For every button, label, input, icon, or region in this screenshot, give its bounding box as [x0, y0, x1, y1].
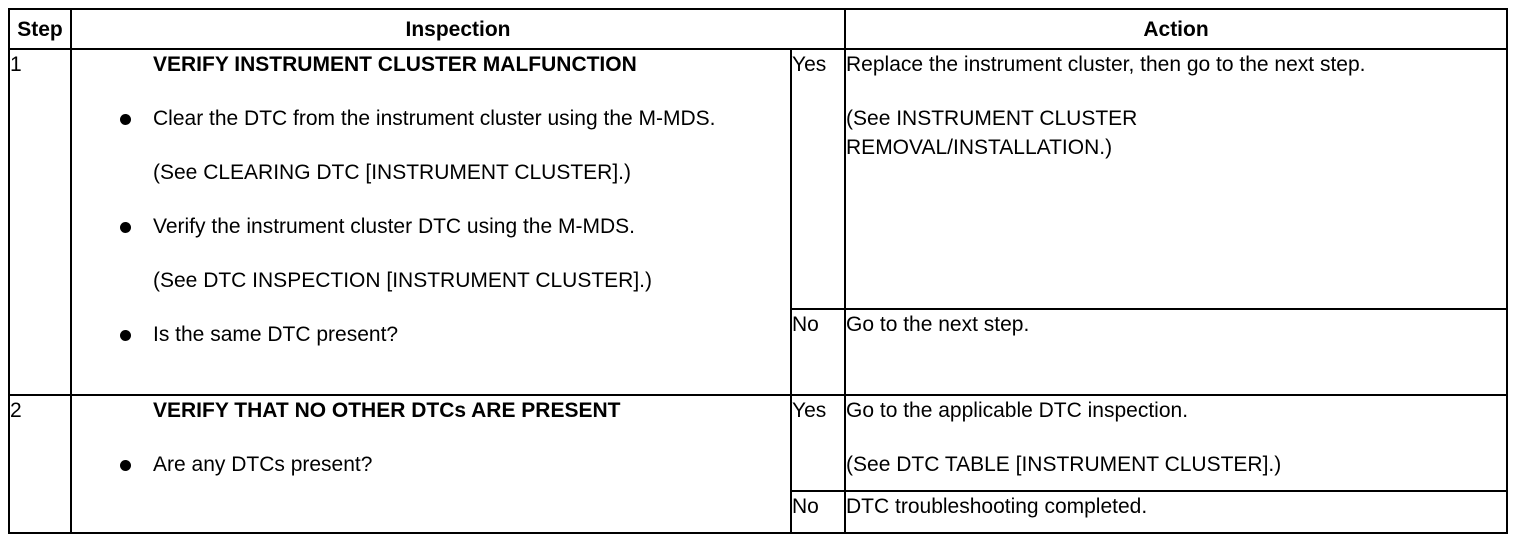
yes-action-cell: [845, 395, 1507, 491]
yes-label: Yes: [791, 49, 845, 309]
yes-action-cell: [845, 49, 1507, 309]
inspection-bullet: [72, 212, 790, 241]
table-row: [9, 395, 1507, 491]
header-action: Action: [845, 9, 1507, 49]
action-text: Go to the next step.: [846, 313, 1030, 336]
bullet-dot-icon: [120, 222, 131, 233]
bullet-text: Is the same DTC present?: [153, 323, 399, 346]
action-text: DTC troubleshooting completed.: [846, 495, 1148, 518]
inspection-title: VERIFY THAT NO OTHER DTCs ARE PRESENT: [153, 399, 621, 422]
troubleshooting-table: [8, 8, 1508, 534]
inspection-bullet: [72, 450, 790, 479]
bullet-dot-icon: [120, 330, 131, 341]
bullet-text: Are any DTCs present?: [153, 453, 373, 476]
bullet-dot-icon: [120, 114, 131, 125]
no-label: No: [791, 309, 845, 395]
no-action-cell: [845, 309, 1507, 395]
no-label: No: [791, 491, 845, 533]
header-inspection: Inspection: [71, 9, 845, 49]
header-row: [9, 9, 1507, 49]
see-reference: (See DTC INSPECTION [INSTRUMENT CLUSTER].): [153, 269, 652, 292]
inspection-cell: [71, 395, 791, 533]
bullet-text: Verify the instrument cluster DTC using the M-MDS.: [153, 215, 635, 238]
inspection-bullet: [72, 320, 790, 349]
bullet-text: Clear the DTC from the instrument cluster using the M-MDS.: [153, 107, 716, 130]
no-action-cell: [845, 491, 1507, 533]
table-row: [9, 49, 1507, 309]
action-text: Replace the instrument cluster, then go to the next step.: [846, 53, 1366, 76]
yes-label: Yes: [791, 395, 845, 491]
inspection-title: VERIFY INSTRUMENT CLUSTER MALFUNCTION: [153, 53, 637, 76]
inspection-bullet: [72, 104, 790, 133]
see-reference: (See DTC TABLE [INSTRUMENT CLUSTER].): [846, 453, 1282, 476]
bullet-dot-icon: [120, 460, 131, 471]
header-step: Step: [9, 9, 71, 49]
action-text: Go to the applicable DTC inspection.: [846, 399, 1189, 422]
see-reference: (See CLEARING DTC [INSTRUMENT CLUSTER].): [153, 161, 632, 184]
see-reference: (See INSTRUMENT CLUSTER REMOVAL/INSTALLATION.): [846, 107, 1138, 159]
step-number: 1: [9, 49, 71, 395]
inspection-cell: [71, 49, 791, 395]
step-number: 2: [9, 395, 71, 533]
